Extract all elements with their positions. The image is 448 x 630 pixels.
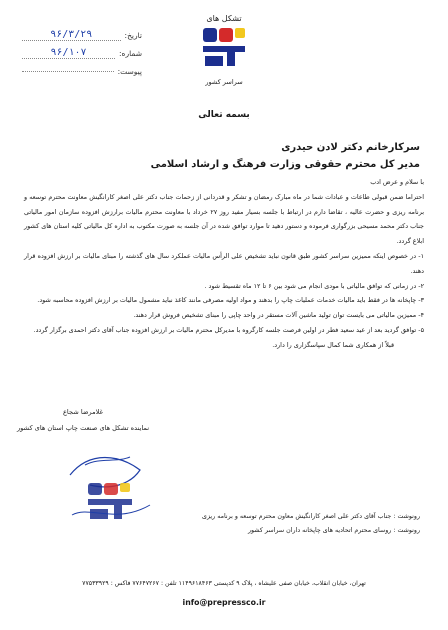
- addressee-block: [40, 142, 420, 170]
- attachment-row: [22, 62, 142, 80]
- cc-block: [120, 510, 420, 538]
- organization-logo: [182, 14, 266, 94]
- signature-block: [8, 404, 158, 436]
- addressee-name: سرکارخانم دکتر لادن حیدری: [281, 142, 420, 153]
- date-row: [22, 26, 142, 44]
- footer-address: تهران، خیابان انقلاب، خیابان صفی علیشاه ، پلاک ۹ کدپستی ۱۱۴۹۶۱۸۴۶۳ تلفن : ۷۷۶۴۷۲۶۷ فاکس : ۷۷۵۳۳۹۲۹: [82, 580, 366, 587]
- item-4: ۴- ممیزین مالیاتی می بایست توان تولید ماشین آلات مستقر در واحد چاپی را مبنای تشخیص فروش قرار دهند.: [133, 311, 424, 320]
- logo-mark-icon: [199, 26, 249, 68]
- item-1: ۱- در خصوص اینکه ممیزین سراسر کشور طبق قانون نباید تشخیص علی الرأس مالیات عملکرد سال های گذشته را مبنای مالیات بر ارزش افزوده قرار دهند.: [24, 251, 424, 275]
- footer-email[interactable]: info@prepressco.ir: [182, 598, 266, 607]
- item-3: ۳- چاپخانه ها در فقط باید مالیات خدمات عملیات چاپ را بدهند و مواد اولیه مصرفی مانند کاغذ نباید مشمول مالیات بر ارزش افزوده محاسبه شود.: [37, 296, 424, 305]
- item-2: ۲- در زمانی که توافق مالیاتی با مودی انجام می شود بین ۶ تا ۱۲ ماه تقسیط شود .: [204, 281, 424, 290]
- number-value: ۹۶/۱۰۷: [22, 47, 115, 59]
- letter-body: [24, 175, 424, 353]
- logo-top-text: تشکل های: [206, 14, 242, 23]
- basmala-heading: بسمه تعالی: [198, 110, 250, 120]
- date-label: تاریخ:: [124, 30, 142, 40]
- signer-title: نماینده تشکل های صنعت چاپ استان های کشور: [16, 424, 150, 432]
- cc-line-1: رونوشت : جناب آقای دکتر علی اصغر کارانگیش معاون محترم توسعه و برنامه ریزی: [202, 513, 420, 520]
- logo-bottom-text: سراسر کشور: [205, 78, 243, 86]
- greeting: با سلام و عرض ادب: [370, 178, 424, 186]
- addressee-title: مدیر کل محترم حقوقی وزارت فرهنگ و ارشاد اسلامی: [150, 159, 420, 170]
- item-5: ۵- توافق گردید بعد از عید سعید فطر در اولین فرصت جلسه کارگروه با مدیرکل محترم مالیات بر ارزش افزوده جناب آقای دکتر احمدی برگزار گردد.: [33, 325, 424, 334]
- signer-name: غلامرضا شجاع: [63, 408, 103, 416]
- attachment-label: پیوست:: [117, 66, 142, 76]
- closing-line: قبلاً از همکاری شما کمال سپاسگزاری را دارد.: [272, 340, 394, 349]
- number-row: [22, 44, 142, 62]
- attachment-value: [22, 71, 114, 72]
- date-value: ۹۶/۳/۲۹: [22, 29, 121, 41]
- cc-line-2: رونوشت : روسای محترم اتحادیه های چاپخانه داران سراسر کشور: [248, 527, 420, 534]
- number-label: شماره:: [119, 48, 142, 58]
- letter-meta: [22, 26, 142, 80]
- intro-paragraph: احتراما ضمن قبولی طاعات و عبادات شما در ماه مبارک رمضان و تشکر و قدردانی از زحمات جناب دکتر علی اصغر کارانگیش معاونت محترم توسعه و برنامه ریزی و حضرت عالیه ، تقاضا دارم در ارتباط با جلسه بسیار مفید روز ۲۷ خرداد با معاونت محترم مالیات برارزش افزوده سازمان امور مالیاتی جناب دکتر محمد مسیحی بزرگواری فرموده و دستور دهید تا موارد توافق شده در آن جلسه به صورت مکتوب به اداره کل مالیاتی کلیه استان های کشور ابلاغ گردد.: [24, 192, 424, 246]
